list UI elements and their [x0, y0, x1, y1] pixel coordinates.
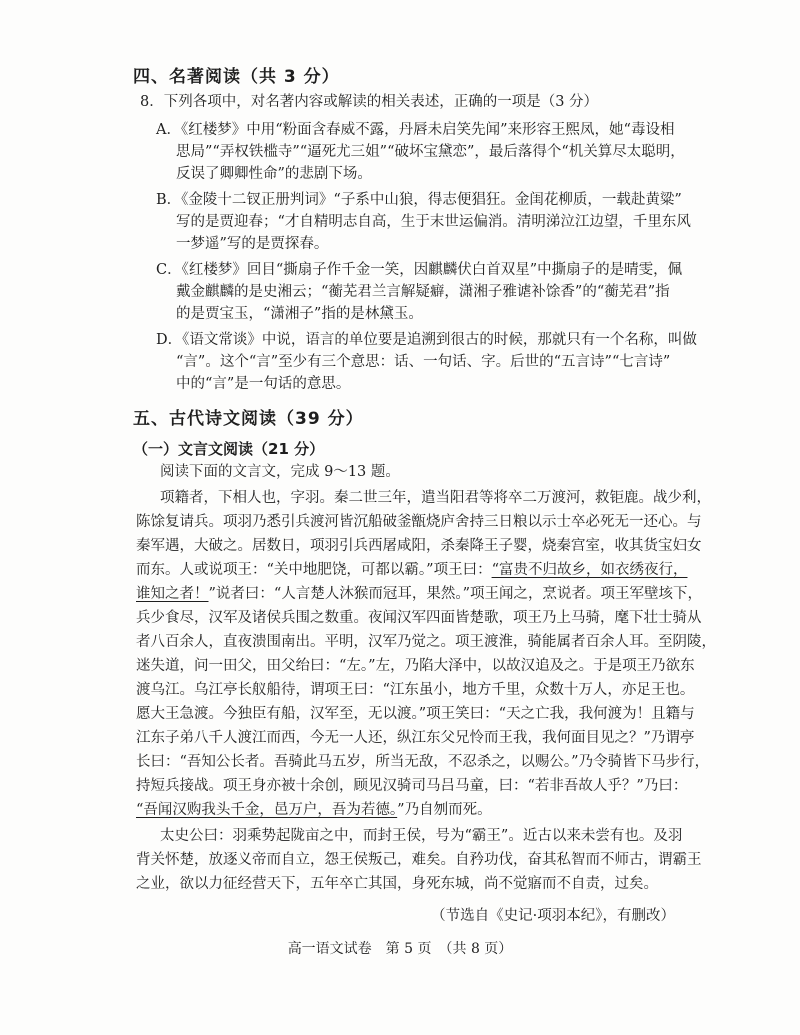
- passage-line: 秦军遇，大破之。居数日，项羽引兵西屠咸阳，杀秦降王子婴，烧秦宫室，收其货宝妇女: [136, 538, 702, 554]
- option-b-line-2: 写的是贾迎春；“才自精明志自高，生于末世运偏消。清明涕泣江边望，千里东风: [176, 214, 691, 230]
- option-c-line-2: 戴金麒麟的是史湘云；“蘅芜君兰言解疑癖，潇湘子雅谑补馀香”的“蘅芜君”指: [176, 284, 670, 300]
- passage-line: 渡乌江。乌江亭长舣船待，谓项王曰：“江东虽小，地方千里，众数十万人，亦足王也。: [136, 682, 695, 698]
- passage-line: 兵少食尽，汉军及诸侯兵围之数重。夜闻汉军四面皆楚歌，项王乃上马骑，麾下壮士骑从: [136, 610, 702, 626]
- underlined-sentence-2: “吾闻汉购我头千金，邑万户，吾为若德。: [136, 802, 398, 818]
- passage-line: 项籍者，下相人也，字羽。秦二世三年，遣当阳君等将卒二万渡河，救钜鹿。战少利，: [160, 490, 711, 506]
- passage-line: 持短兵接战。项王身亦被十余创，顾见汉骑司马吕马童，曰：“若非吾故人乎？”乃曰：: [136, 778, 688, 794]
- passage-line: 者八百余人，直夜溃围南出。平明，汉军乃觉之。项王渡淮，骑能属者百余人耳。至阴陵，: [136, 634, 716, 650]
- page-footer: 高一语文试卷 第 5 页 （共 8 页）: [287, 941, 513, 957]
- option-a-line-1: A．《红楼梦》中用“粉面含春威不露，丹唇未启笑先闻”来形容王熙凤，她“毒设相: [156, 122, 675, 138]
- underlined-sentence-end: 谁知之者！: [136, 586, 209, 602]
- option-b-line-3: 一梦遥”写的是贾探春。: [176, 236, 329, 252]
- passage-line: [136, 584, 702, 604]
- passage-line: 愿大王急渡。今独臣有船，汉军至，无以渡。”项王笑曰：“天之亡我，我何渡为！且籍与: [136, 706, 695, 722]
- option-a-line-3: 反误了卿卿性命”的悲剧下场。: [176, 166, 372, 182]
- subsection-title: （一）文言文阅读（21 分）: [133, 440, 325, 458]
- passage-text: ”乃自刎而死。: [397, 802, 492, 818]
- option-a-line-2: 思局”“弄权铁槛寺”“逼死尤三姐”“破坏宝黛恋”，最后落得个“机关算尽太聪明，: [176, 144, 685, 160]
- passage-line: [136, 560, 688, 580]
- option-c-line-3: 的是贾宝玉，“潇湘子”指的是林黛玉。: [176, 306, 423, 322]
- passage-text: ”说者曰：“人言楚人沐猴而冠耳，果然。”项王闻之，烹说者。项王军壁垓下，: [208, 586, 702, 602]
- option-d-line-2: “言”。这个“言”至少有三个意思：话、一句话、字。后世的“五言诗”“七言诗”: [176, 354, 671, 370]
- reading-instruction: 阅读下面的文言文，完成 9～13 题。: [160, 464, 400, 480]
- option-d-line-3: 中的“言”是一句话的意思。: [176, 376, 351, 392]
- underlined-sentence: “富贵不归故乡，如衣绣夜行，: [491, 562, 688, 578]
- option-c-line-1: C．《红楼梦》回目“撕扇子作千金一笑，因麒麟伏白首双星”中撕扇子的是晴雯，佩: [156, 262, 683, 278]
- passage-source: （节选自《史记·项羽本纪》，有删改）: [431, 908, 675, 924]
- section-5-title: 五、古代诗文阅读（39 分）: [133, 409, 364, 429]
- passage-line: 江东子弟八千人渡江而西，今无一人还，纵江东父兄怜而王我，我何面目见之？”乃谓亭: [136, 730, 695, 746]
- passage-text: 而东。人或说项王：“关中地肥饶，可都以霸。”项王曰：: [136, 562, 492, 578]
- option-d-line-1: D．《语文常谈》中说，语言的单位要是追溯到很古的时候，那就只有一个名称，叫做: [156, 332, 697, 348]
- passage-line: [136, 800, 492, 820]
- question-8: 8．下列各项中，对名著内容或解读的相关表述，正确的一项是（3 分）: [140, 94, 599, 110]
- passage-line: 背关怀楚，放逐义帝而自立，怨王侯叛己，难矣。自矜功伐，奋其私智而不师古，谓霸王: [136, 852, 702, 868]
- passage-line: 之业，欲以力征经营天下，五年卒亡其国，身死东城，尚不觉寤而不自责，过矣。: [136, 876, 658, 892]
- option-b-line-1: B．《金陵十二钗正册判词》“子系中山狼，得志便猖狂。金闺花柳质，一载赴黄粱”: [156, 192, 682, 208]
- passage-line: 陈馀复请兵。项羽乃悉引兵渡河皆沉船破釜甑烧庐舍持三日粮以示士卒必死无一还心。与: [136, 514, 702, 530]
- passage-line: 迷失道，问一田父，田父绐曰：“左。”左，乃陷大泽中，以故汉追及之。于是项王乃欲东: [136, 658, 695, 674]
- passage-line: 长曰：“吾知公长者。吾骑此马五岁，所当无敌，不忍杀之，以赐公。”乃令骑皆下马步行，: [136, 754, 710, 770]
- section-4-title: 四、名著阅读（共 3 分）: [133, 67, 340, 87]
- passage-line: 太史公曰：羽乘势起陇亩之中，而封王侯，号为“霸王”。近古以来未尝有也。及羽: [160, 828, 683, 844]
